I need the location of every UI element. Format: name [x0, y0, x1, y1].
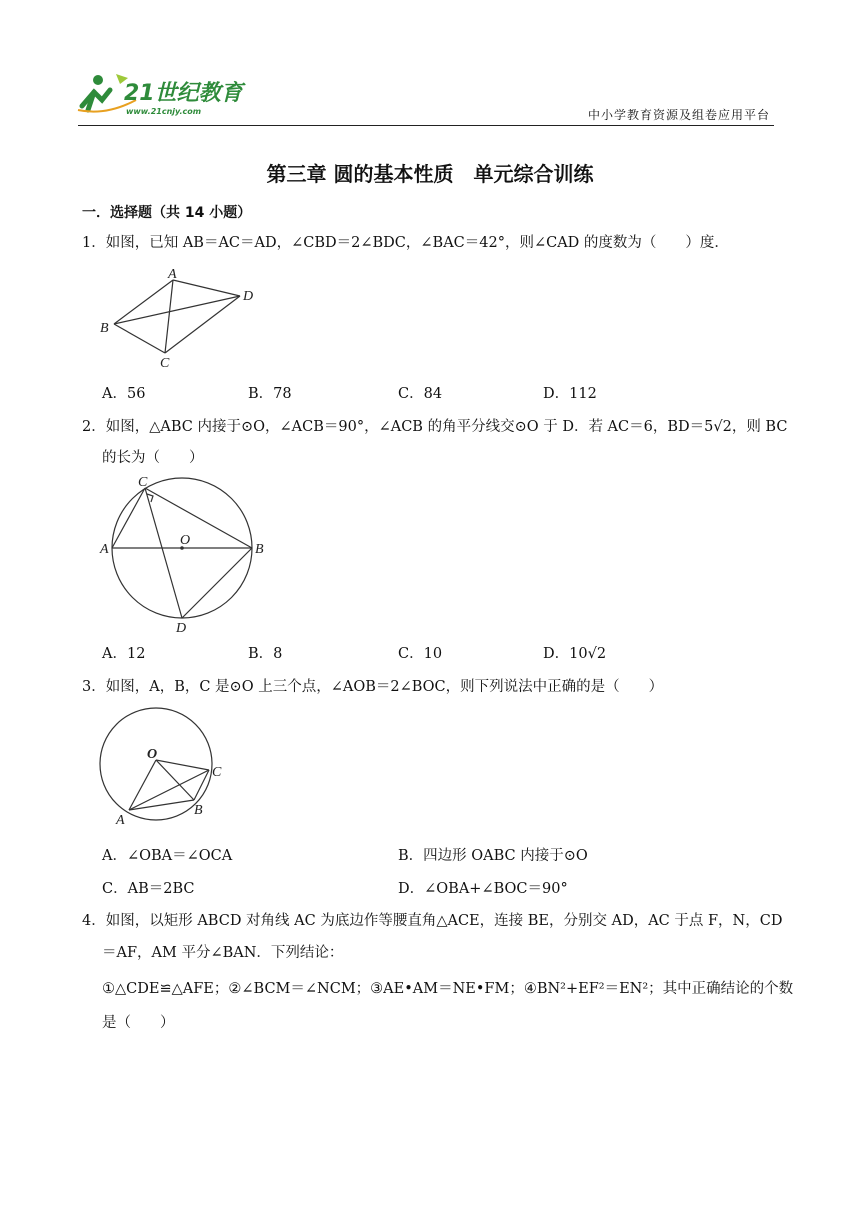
q2-option-c[interactable]: C．10: [398, 646, 443, 662]
q1-option-b[interactable]: B．78: [248, 386, 292, 402]
question-4-stem-line2: ＝AF，AM 平分∠BAN．下列结论：: [102, 945, 344, 961]
section-heading: 一．选择题（共 14 小题）: [82, 205, 252, 221]
logo-url: www.21cnjy.com: [126, 107, 202, 116]
header-divider: [78, 125, 774, 126]
q1-label-a: A: [168, 267, 177, 282]
q1-label-b: B: [100, 321, 109, 336]
q3-option-b[interactable]: B．四边形 OABC 内接于⊙O: [398, 848, 588, 864]
q1-option-a[interactable]: A．56: [102, 386, 146, 402]
question-4-stem-line3: ①△CDE≌△AFE；②∠BCM＝∠NCM；③AE•AM＝NE•FM；④BN²+EF²＝EN²；其中正确结论的个数: [102, 981, 794, 997]
q1-label-c: C: [160, 356, 170, 370]
q2-label-d: D: [176, 621, 187, 634]
question-4-stem-line4: 是（ ）: [102, 1015, 175, 1031]
q3-label-o: O: [147, 747, 158, 762]
question-4-stem-line1: 4．如图，以矩形 ABCD 对角线 AC 为底边作等腰直角△ACE，连接 BE，分别交 AD，AC 于点 F，N，CD: [82, 913, 783, 929]
question-2-stem-line2: 的长为（ ）: [102, 450, 204, 466]
q1-option-c[interactable]: C．84: [398, 386, 443, 402]
q3-option-c[interactable]: C．AB＝2BC: [102, 881, 195, 897]
q2-option-b[interactable]: B．8: [248, 646, 283, 662]
question-2-stem-line1: 2．如图，△ABC 内接于⊙O，∠ACB＝90°，∠ACB 的角平分线交⊙O 于 D．若 AC＝6，BD＝5√2，则 BC: [82, 419, 788, 435]
q2-label-c: C: [138, 475, 148, 490]
q3-label-a: A: [116, 813, 125, 828]
q1-option-d[interactable]: D．112: [543, 386, 597, 402]
site-logo: [76, 70, 256, 118]
q1-label-d: D: [243, 289, 254, 304]
q3-label-b: B: [194, 803, 203, 818]
question-3-stem: 3．如图，A，B，C 是⊙O 上三个点，∠AOB＝2∠BOC，则下列说法中正确的是（ ）: [82, 679, 664, 695]
question-3-figure: [96, 704, 232, 828]
question-1-stem: 1．如图，已知 AB＝AC＝AD，∠CBD＝2∠BDC，∠BAC＝42°，则∠CAD 的度数为（ ）度．: [82, 235, 729, 251]
q3-option-d[interactable]: D．∠OBA+∠BOC＝90°: [398, 881, 568, 897]
q3-option-a[interactable]: A．∠OBA＝∠OCA: [102, 848, 233, 864]
q2-label-a: A: [100, 542, 109, 557]
document-title: 第三章 圆的基本性质 单元综合训练: [266, 162, 594, 186]
q3-label-c: C: [212, 765, 222, 780]
question-1-figure: [98, 266, 262, 370]
q2-label-o: O: [180, 533, 191, 548]
q2-label-b: B: [255, 542, 264, 557]
logo-text: 21世纪教育: [124, 81, 243, 106]
question-2-figure: [98, 472, 270, 634]
q2-option-a[interactable]: A．12: [102, 646, 146, 662]
site-name: 中小学教育资源及组卷应用平台: [588, 108, 771, 122]
q2-option-d[interactable]: D．10√2: [543, 646, 607, 662]
